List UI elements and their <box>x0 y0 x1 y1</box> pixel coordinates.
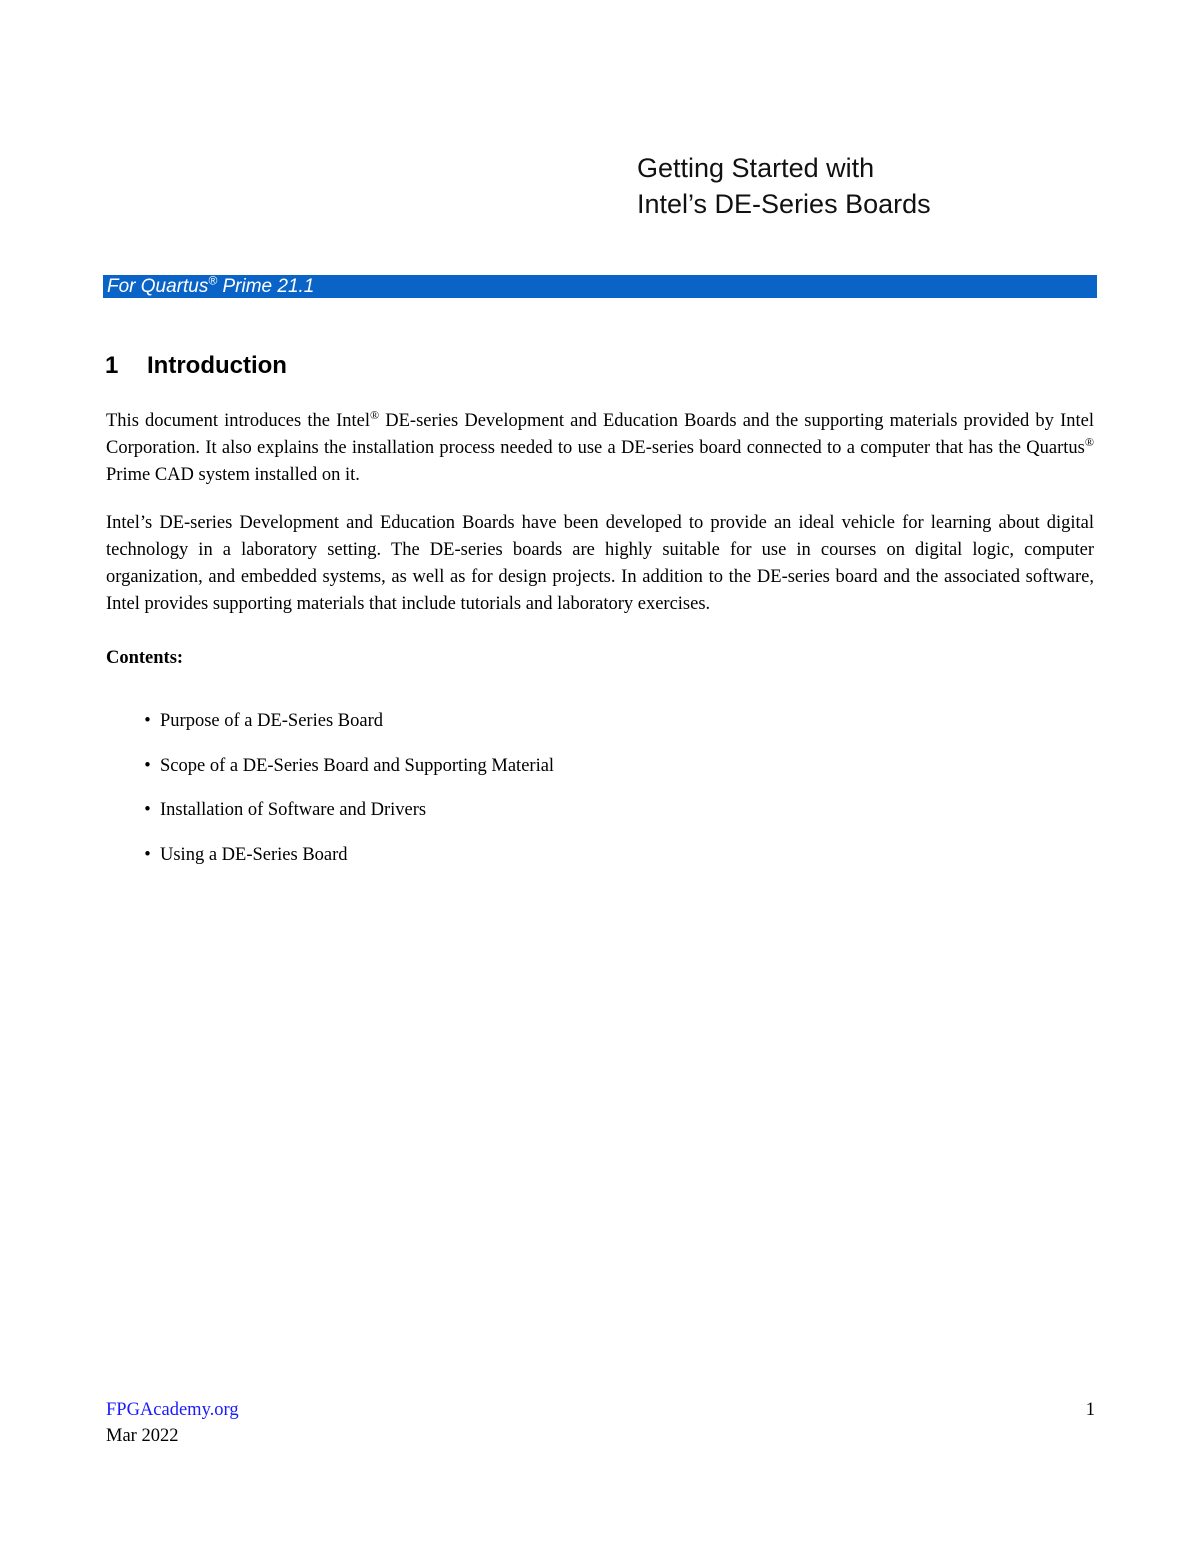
banner-text <box>107 275 314 299</box>
contents-list <box>106 708 554 886</box>
title-line-2: Intel’s DE-Series Boards <box>637 189 931 219</box>
bullet-icon: • <box>144 755 151 776</box>
p1-part-b: DE-series Development and Education Boards and the supporting materials provided by Intel Corporation. It also explains the installation process needed to use a DE-series board connected to a computer that has the Quartus <box>106 411 1094 458</box>
contents-label: Contents: <box>106 648 184 668</box>
registered-mark: ® <box>1084 434 1094 449</box>
document-title <box>637 150 931 222</box>
intro-paragraph-2: Intel’s DE-series Development and Education Boards have been developed to provide an ideal vehicle for learning about digital technology in a laboratory setting. The DE-series boards are highly suitable for use in courses on digital logic, computer organization, and embedded systems, as well as for design projects. In addition to the DE-series board and the associated software, Intel provides supporting materials that include tutorials and laboratory exercises. <box>106 513 1094 614</box>
contents-item-text: Scope of a DE-Series Board and Supporting Material <box>160 755 555 776</box>
contents-item-text: Using a DE-Series Board <box>160 844 348 865</box>
section-number: 1 <box>105 352 119 379</box>
registered-mark: ® <box>208 273 218 288</box>
footer-date: Mar 2022 <box>106 1426 179 1446</box>
list-item <box>106 753 554 798</box>
page-number: 1 <box>1085 1400 1095 1420</box>
p1-part-a: This document introduces the Intel <box>106 411 370 431</box>
version-banner <box>103 275 1097 298</box>
contents-item-text: Purpose of a DE-Series Board <box>160 711 383 731</box>
bullet-icon: • <box>144 711 151 731</box>
bullet-icon: • <box>144 800 151 820</box>
list-item <box>106 797 554 842</box>
list-item <box>106 842 554 887</box>
banner-suffix: Prime 21.1 <box>217 276 315 297</box>
section-heading <box>105 350 287 382</box>
title-line-1: Getting Started with <box>637 153 875 183</box>
contents-item-text: Installation of Software and Drivers <box>160 800 427 820</box>
bullet-icon: • <box>144 844 151 865</box>
list-item <box>106 708 554 753</box>
p1-part-c: Prime CAD system installed on it. <box>106 465 360 485</box>
intro-paragraph-1 <box>106 408 1094 489</box>
registered-mark: ® <box>369 407 380 422</box>
banner-prefix: For Quartus <box>107 276 209 297</box>
footer-link[interactable]: FPGAcademy.org <box>106 1400 239 1420</box>
section-title: Introduction <box>147 352 287 379</box>
